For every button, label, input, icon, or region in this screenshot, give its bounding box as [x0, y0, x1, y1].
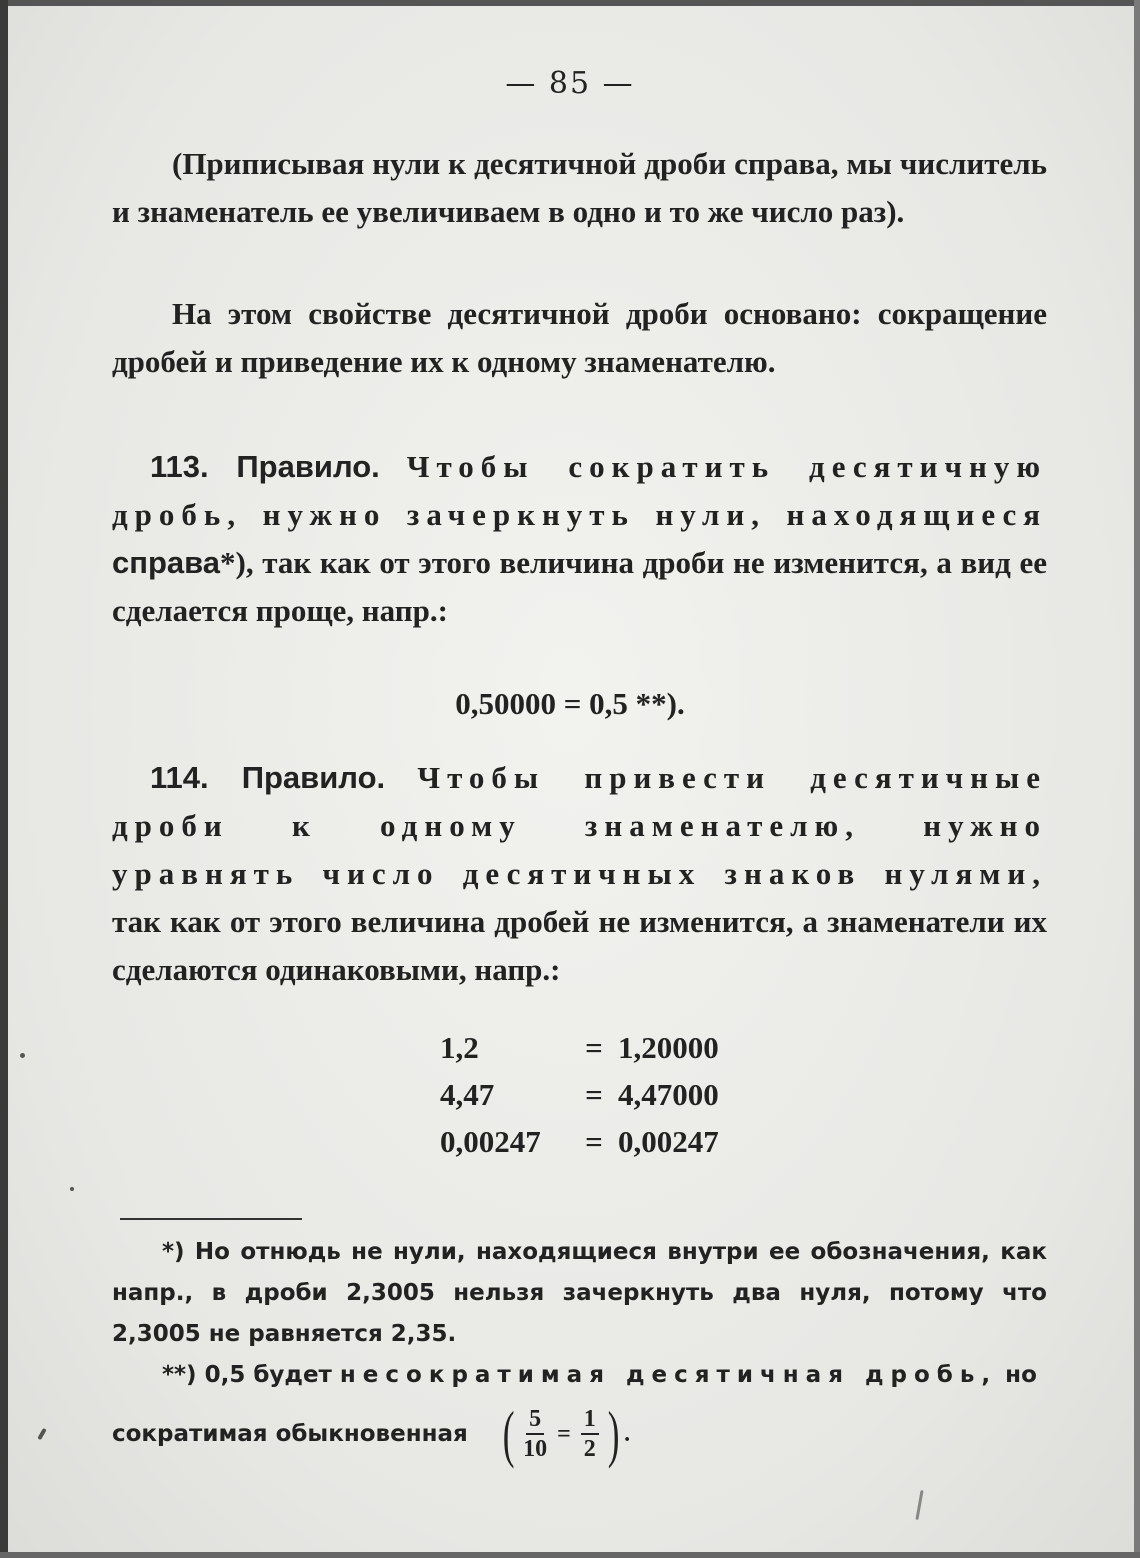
- fraction-period: .: [624, 1420, 631, 1447]
- footnote-1: *) Но отнюдь не нули, находящиеся внутри ее обозначения, как напр., в дроби 2,3005 нельзя зачеркнуть два нуля, потому что 2,3005 не равняется 2,35.: [112, 1239, 1047, 1347]
- rule-113: [112, 443, 1047, 635]
- equation-right: 4,47000: [618, 1077, 719, 1112]
- rule-113-spaced-text: Чтобы сократить десятичную дробь, нужно зачеркнуть нули, находящиеся: [112, 449, 1048, 532]
- equation-right: 1,20000: [618, 1030, 719, 1065]
- equals-sign: =: [585, 1077, 603, 1112]
- equation-right: 0,00247: [618, 1124, 719, 1159]
- footnote-2-start: **) 0,5 будет: [162, 1362, 332, 1388]
- scan-border-top: [0, 0, 1140, 6]
- scan-speck: [70, 1187, 74, 1191]
- paragraph-2: На этом свойстве десятичной дроби основано: сокращение дробей и приведение их к одному знаменателю.: [112, 296, 1047, 379]
- denominator: 2: [583, 1436, 596, 1462]
- scan-speck: [20, 1053, 25, 1058]
- rule-114-text: так как от этого величина дробей не изменится, а знаменатели их сделаются одинаковыми, напр.:: [112, 904, 1047, 987]
- equation-row: [440, 1077, 758, 1124]
- rule-114-heading: 114. Правило.: [150, 760, 386, 795]
- footnote-2-line2: сократимая обыкновенная: [112, 1420, 468, 1447]
- rule-114-equations: [440, 1030, 758, 1171]
- equation-left: 0,00247: [440, 1124, 541, 1159]
- footnote-2-end: но: [1005, 1362, 1037, 1388]
- scan-speck: [915, 1490, 923, 1520]
- scan-border-bottom: [0, 1552, 1140, 1558]
- fraction-1-2: [581, 1405, 599, 1463]
- rule-113-emphasis: справа: [112, 545, 221, 580]
- equation-left: 4,47: [440, 1077, 495, 1112]
- scan-border-right: [1134, 0, 1140, 1558]
- footnote-2: [112, 1355, 1047, 1469]
- equation-left: 1,2: [440, 1030, 479, 1065]
- equals-sign: =: [585, 1124, 603, 1159]
- right-paren: ): [607, 1398, 620, 1469]
- denominator: 10: [523, 1436, 548, 1462]
- rule-113-equation: 0,50000 = 0,5 **).: [455, 686, 685, 721]
- rule-114-spaced-text: Чтобы привести десятичные дроби к одному знаменателю, нужно уравнять число десятичных знаков нулями,: [112, 760, 1047, 891]
- rule-113-heading: 113. Правило.: [150, 449, 380, 484]
- equals-sign: =: [585, 1030, 603, 1065]
- equation-row: [440, 1030, 758, 1077]
- rule-113-text: *), так как от этого величина дроби не изменится, а вид ее сделается проще, напр.:: [112, 545, 1047, 628]
- scan-speck: [37, 1428, 46, 1440]
- equation-row: [440, 1124, 758, 1171]
- numerator: 5: [526, 1405, 544, 1435]
- footnote-divider: [120, 1218, 302, 1220]
- scan-border-left: [0, 0, 8, 1558]
- fraction-expression: [498, 1398, 631, 1469]
- footnote-2-spaced: несократимая десятичная дробь,: [339, 1362, 998, 1388]
- fraction-5-10: [523, 1405, 547, 1463]
- numerator: 1: [581, 1405, 599, 1435]
- page-number: — 85 —: [505, 66, 635, 101]
- left-paren: (: [502, 1398, 515, 1469]
- paragraph-1: (Приписывая нули к десятичной дроби справа, мы числитель и знаменатель ее увеличиваем в одно и то же число раз).: [112, 146, 1047, 229]
- equals-sign: =: [557, 1420, 571, 1447]
- rule-114: [112, 754, 1047, 994]
